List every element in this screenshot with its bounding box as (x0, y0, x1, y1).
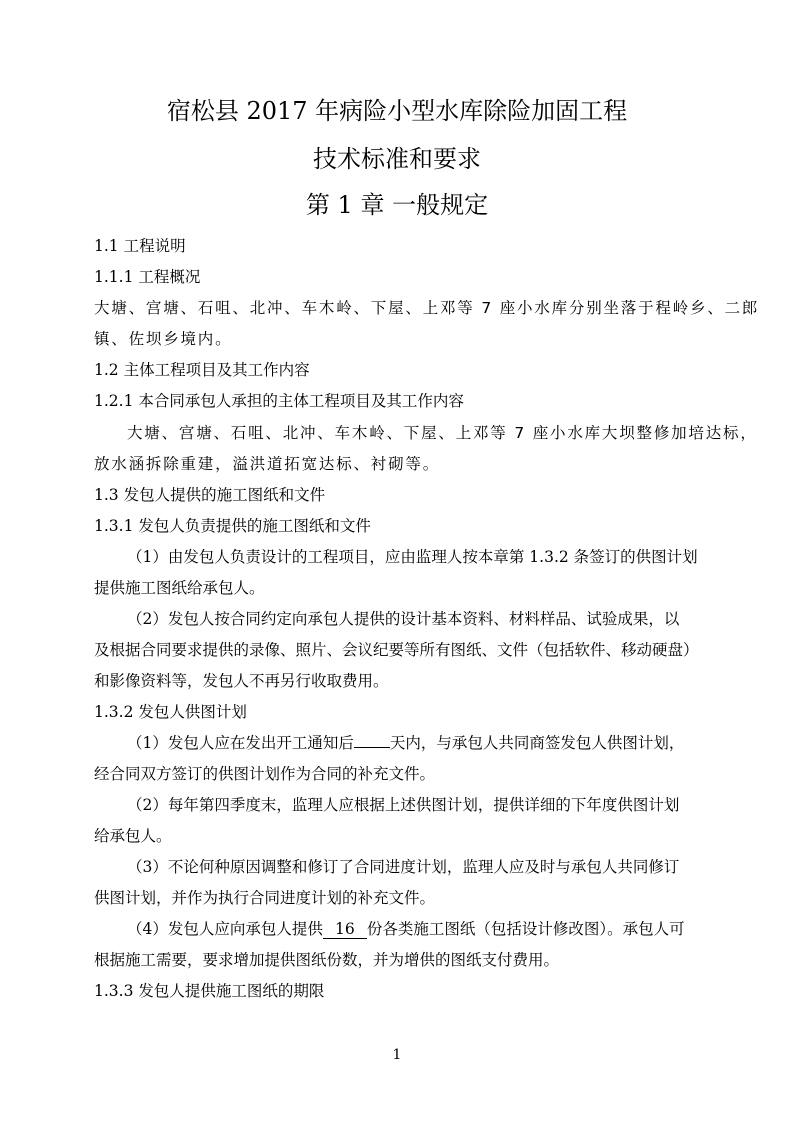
paragraph-text: 天内，与承包人共同商签发包人供图计划， (389, 734, 685, 752)
section-heading-1-2: 1.2 主体工程项目及其工作内容 (94, 361, 310, 379)
document-subtitle: 技术标准和要求 (313, 145, 481, 173)
paragraph-line: （2）发包人按合同约定向承包人提供的设计基本资料、材料样品、试验成果，以 (127, 610, 680, 628)
subsection-heading-1-3-3: 1.3.3 发包人提供施工图纸的期限 (94, 982, 325, 1000)
paragraph-line: 大塘、宫塘、石咀、北冲、车木岭、下屋、上邓等 7 座小水库分别坐落于程岭乡、二郎 (94, 299, 760, 317)
paragraph-line: 经合同双方签订的供图计划作为合同的补充文件。 (94, 765, 436, 783)
paragraph-line: 放水涵拆除重建，溢洪道拓宽达标、衬砌等。 (94, 455, 441, 473)
paragraph-line: （1）由发包人负责设计的工程项目，应由监理人按本章第 1.3.2 条签订的供图计划 (127, 548, 698, 566)
paragraph-text: 份各类施工图纸（包括设计修改图）。承包人可 (366, 920, 685, 938)
paragraph-line: （3）不论何种原因调整和修订了合同进度计划，监理人应及时与承包人共同修订 (127, 858, 680, 876)
page-number: 1 (392, 1047, 402, 1063)
subsection-heading-1-3-2: 1.3.2 发包人供图计划 (94, 703, 247, 721)
document-title: 宿松县 2017 年病险小型水库除险加固工程 (166, 97, 628, 125)
paragraph-line: 给承包人。 (94, 827, 172, 845)
paragraph-line: 大塘、宫塘、石咀、北冲、车木岭、下屋、上邓等 7 座小水库大坝整修加培达标， (127, 424, 758, 442)
paragraph-line: 根据施工需要，要求增加提供图纸份数，并为增供的图纸支付费用。 (94, 951, 560, 969)
paragraph-line: 提供施工图纸给承包人。 (94, 579, 265, 597)
subsection-heading-1-1-1: 1.1.1 工程概况 (94, 268, 201, 286)
paragraph-line: 镇、佐坝乡境内。 (94, 330, 233, 348)
paragraph-line (127, 918, 747, 940)
paragraph-line: （2）每年第四季度末，监理人应根据上述供图计划，提供详细的下年度供图计划 (127, 796, 680, 814)
paragraph-line: 和影像资料等，发包人不再另行收取费用。 (94, 672, 389, 690)
section-heading-1-3: 1.3 发包人提供的施工图纸和文件 (94, 486, 326, 504)
paragraph-text: （1）发包人应在发出开工通知后 (127, 734, 354, 752)
paragraph-line: 供图计划，并作为执行合同进度计划的补充文件。 (94, 889, 436, 907)
subsection-heading-1-3-1: 1.3.1 发包人负责提供的施工图纸和文件 (94, 517, 371, 535)
chapter-title: 第 1 章 一般规定 (305, 191, 489, 219)
fill-in-blank: 16 (323, 920, 367, 939)
paragraph-text: （4）发包人应向承包人提供 (127, 920, 323, 938)
fill-in-blank (354, 747, 390, 748)
subsection-heading-1-2-1: 1.2.1 本合同承包人承担的主体工程项目及其工作内容 (94, 392, 464, 410)
section-heading-1-1: 1.1 工程说明 (94, 237, 186, 255)
paragraph-line: 及根据合同要求提供的录像、照片、会议纪要等所有图纸、文件（包括软件、移动硬盘） (94, 641, 699, 659)
paragraph-line (127, 732, 747, 754)
